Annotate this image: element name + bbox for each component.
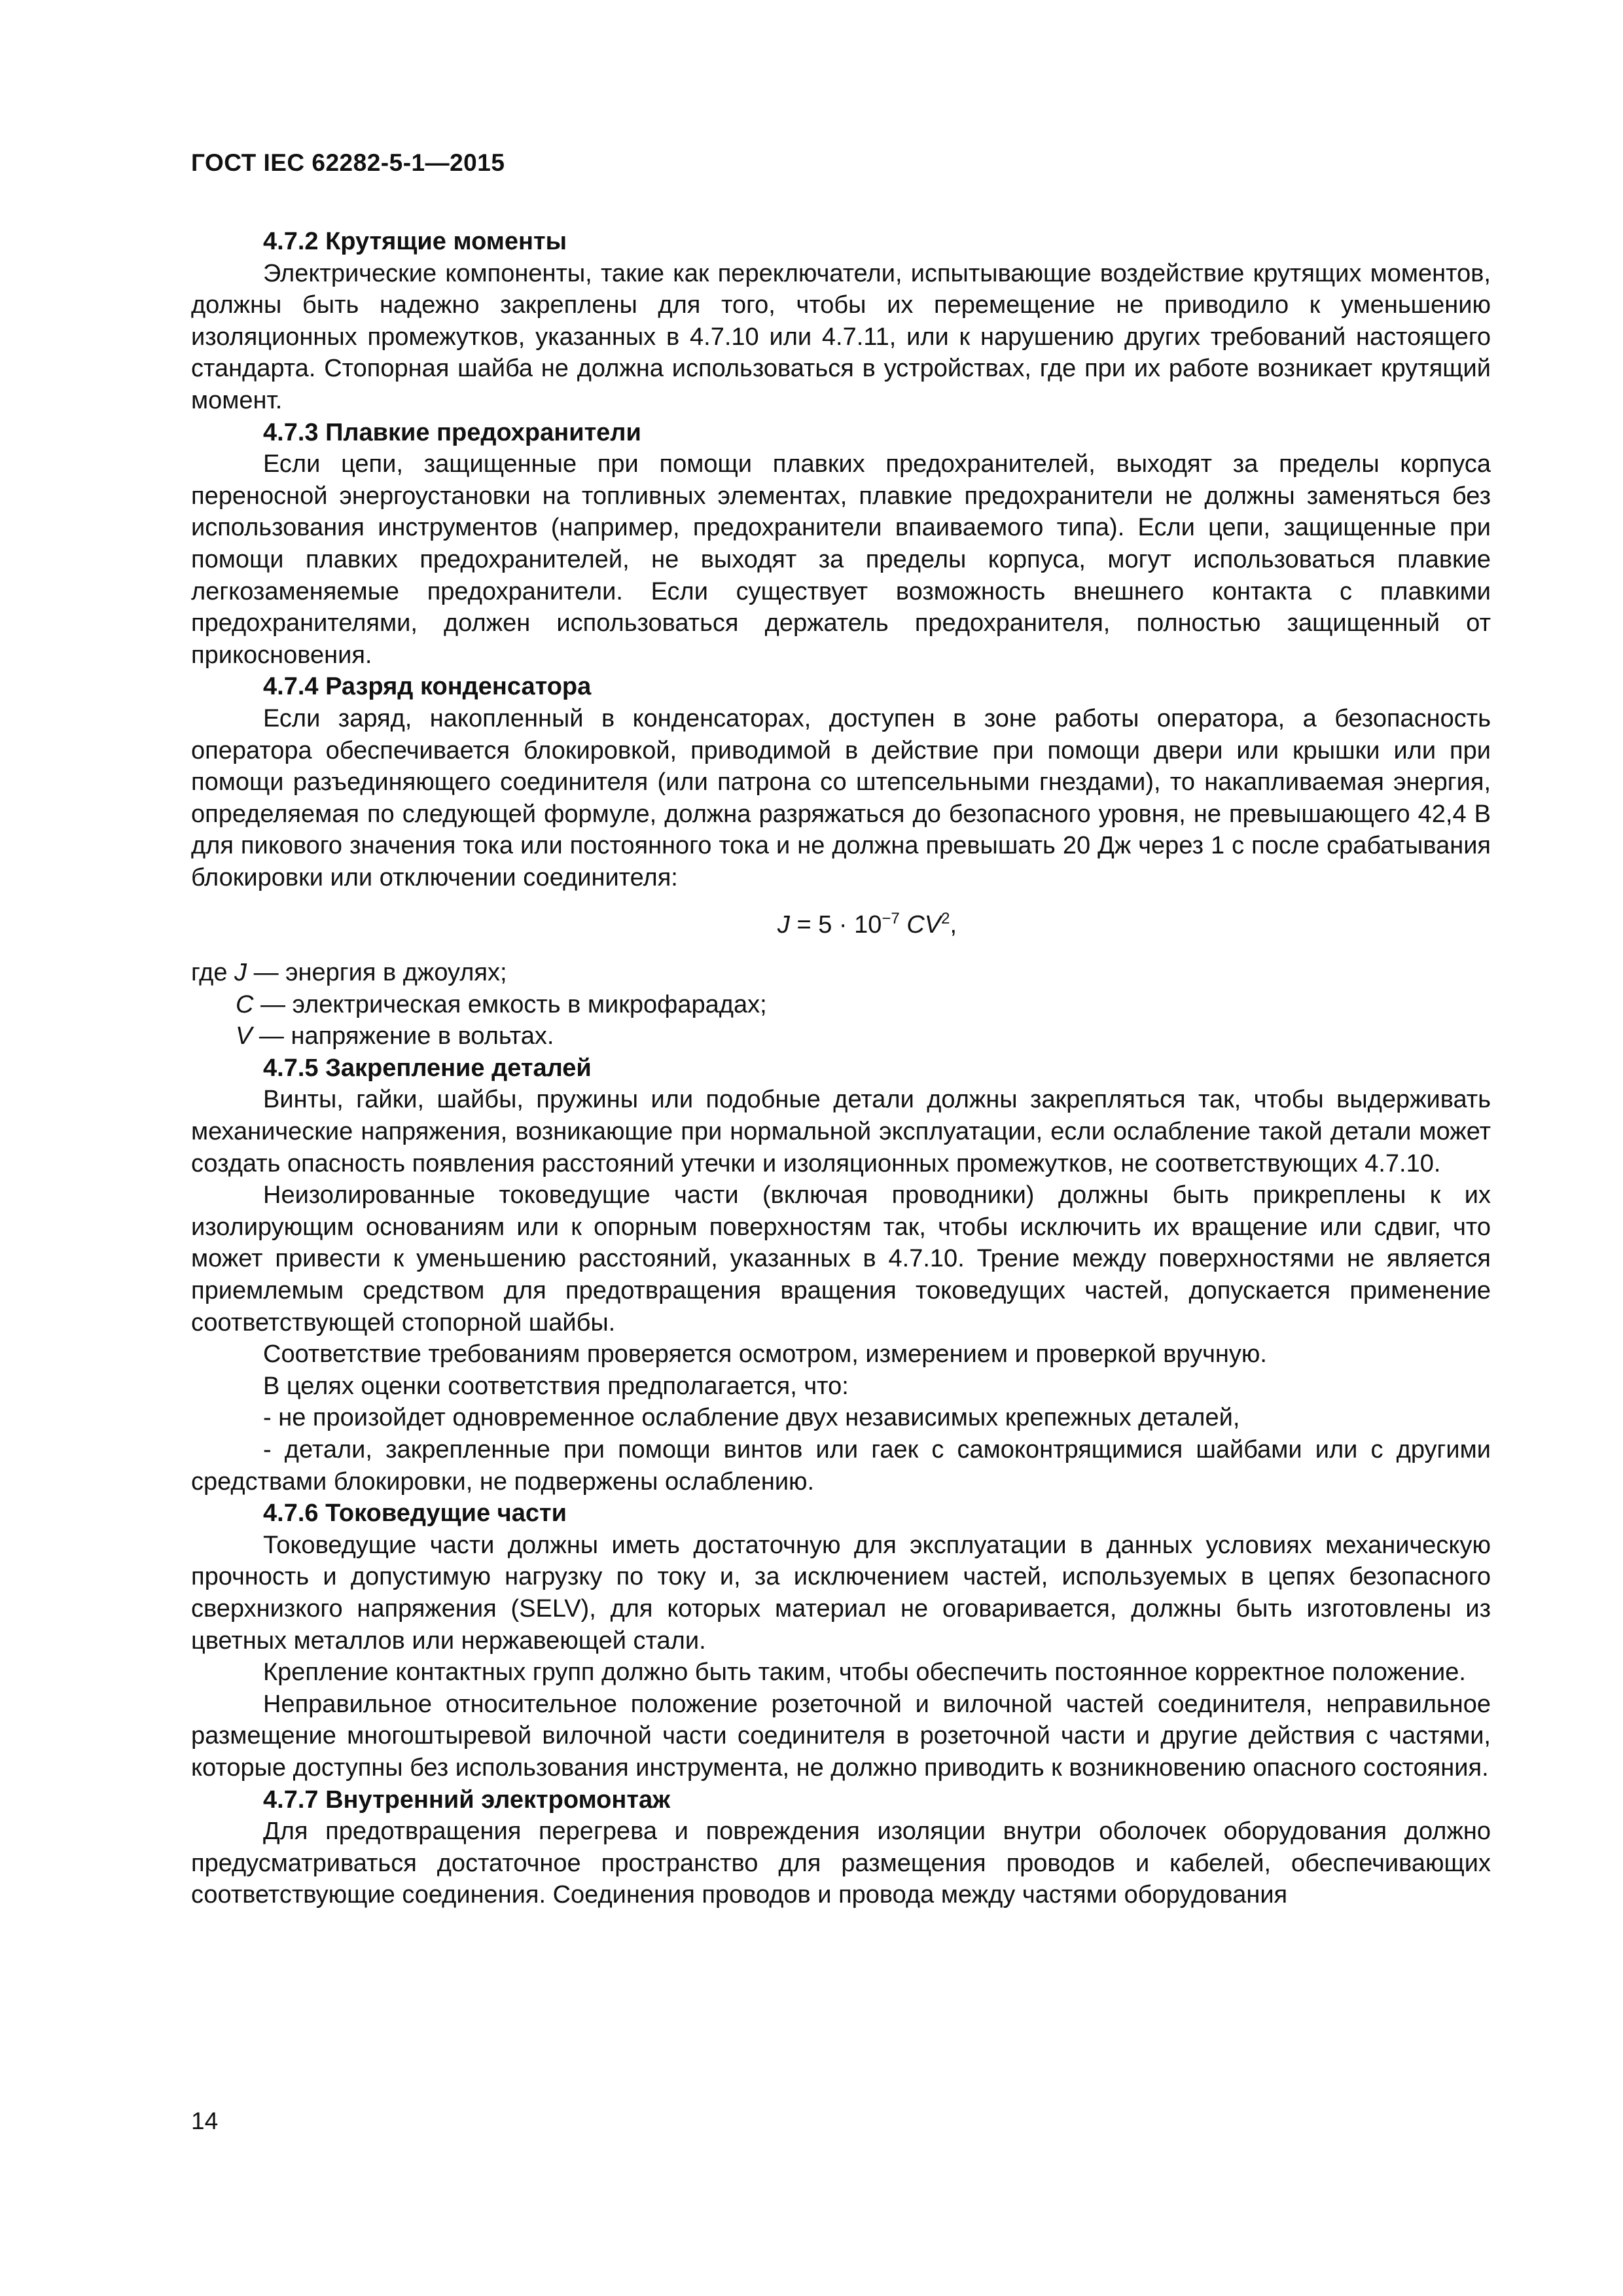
definition-text: — энергия в джоулях; — [247, 959, 507, 987]
definition-c — [191, 989, 1491, 1021]
paragraph: Если заряд, накопленный в конденсаторах, доступен в зоне работы оператора, а безопасность оператора обеспечивается блокировкой, приводимой в действие при помощи двери или крышки или при помощи разъединяющего соединителя (или патрона со штепсельными гнездами), то накапливаемая энергия, определяемая по следующей формуле, должна разряжаться до безопасного уровня, не превышающего 42,4 В для пикового значения тока или постоянного тока и не должна превышать 20 Дж через 1 с после срабатывания блокировки или отключении соединителя: — [191, 704, 1491, 891]
paragraph: Неправильное относительное положение розеточной и вилочной частей соединителя, неправильное размещение многоштыревой вилочной части соединителя в розеточной части и другие действия с частями, которые доступны без использования инструмента, не должно приводить к возникновению опасного состояния. — [191, 1690, 1491, 1782]
paragraph: Для предотвращения перегрева и повреждения изоляции внутри оболочек оборудования должно предусматриваться достаточное пространство для размещения проводов и кабелей, обеспечивающих соответствующие соединения. Соединения проводов и провода между частями оборудования — [191, 1818, 1491, 1909]
formula-comma: , — [950, 911, 957, 939]
definition-v — [191, 1020, 1491, 1052]
definition-symbol: C — [236, 990, 254, 1018]
formula-coefficient: = 5 · 10 — [789, 911, 882, 939]
definition-symbol: J — [234, 959, 247, 987]
formula-square: 2 — [941, 910, 950, 928]
paragraph: Крепление контактных групп должно быть таким, чтобы обеспечить постоянное корректное положение. — [263, 1659, 1466, 1687]
definition-text: — напряжение в вольтах. — [252, 1022, 554, 1050]
paragraph: Соответствие требованиям проверяется осмотром, измерением и проверкой вручную. — [263, 1340, 1267, 1369]
paragraph: Неизолированные токоведущие части (включая проводники) должны быть прикреплены к их изолирующим основаниям или к опорным поверхностям так, чтобы исключить их вращение или сдвиг, что может привести к уменьшению расстояний, указанных в 4.7.10. Трение между поверхностями не является приемлемым средством для предотвращения вращения токоведущих частей, допускается применение соответствующей стопорной шайбы. — [191, 1181, 1491, 1336]
definition-prefix: где — [191, 959, 235, 987]
paragraph: Токоведущие части должны иметь достаточную для эксплуатации в данных условиях механическую прочность и допустимую нагрузку по току и, за исключением частей, используемых в цепях безопасного сверхнизкого напряжения (SELV), для которых материал не оговаривается, должны быть изготовлены из цветных металлов или нержавеющей стали. — [191, 1531, 1491, 1655]
section-heading-4-7-4: 4.7.4 Разряд конденсатора — [263, 673, 592, 701]
formula-exponent: −7 — [882, 910, 900, 928]
energy-formula — [191, 909, 1491, 941]
formula-symbol-cv: CV — [899, 911, 942, 939]
paragraph: В целях оценки соответствия предполагается, что: — [263, 1372, 849, 1400]
definition-j — [191, 957, 1491, 989]
section-heading-4-7-7: 4.7.7 Внутренний электромонтаж — [263, 1785, 671, 1814]
section-heading-4-7-2: 4.7.2 Крутящие моменты — [263, 228, 567, 255]
section-heading-4-7-6: 4.7.6 Токоведущие части — [263, 1499, 567, 1528]
definition-text: — электрическая емкость в микрофарадах; — [253, 990, 767, 1018]
document-header: ГОСТ IEC 62282-5-1—2015 — [191, 149, 505, 176]
section-heading-4-7-3: 4.7.3 Плавкие предохранители — [263, 418, 641, 446]
list-item: - не произойдет одновременное ослабление двух независимых крепежных деталей, — [263, 1404, 1240, 1432]
paragraph: Если цепи, защищенные при помощи плавких предохранителей, выходят за пределы корпуса переносной энергоустановки на топливных элементах, плавкие предохранители не должны заменяться без использования инструментов (например, предохранители впаиваемого типа). Если цепи, защищенные при помощи плавких предохранителей, не выходят за пределы корпуса, могут использоваться плавкие легкозаменяемые предохранители. Если существует возможность внешнего контакта с плавкими предохранителями, должен использоваться держатель предохранителя, полностью защищенный от прикосновения. — [191, 450, 1491, 669]
list-item: - детали, закрепленные при помощи винтов или гаек с самоконтрящимися шайбами или с другими средствами блокировки, не подвержены ослаблению. — [191, 1435, 1491, 1496]
document-body — [191, 226, 1491, 1911]
definition-symbol: V — [236, 1022, 253, 1050]
section-heading-4-7-5: 4.7.5 Закрепление деталей — [263, 1054, 592, 1082]
paragraph: Винты, гайки, шайбы, пружины или подобные детали должны закрепляться так, чтобы выдерживать механические напряжения, возникающие при нормальной эксплуатации, если ослабление такой детали может создать опасность появления расстояний утечки и изоляционных промежутков, не соответствующих 4.7.10. — [191, 1086, 1491, 1177]
page-number: 14 — [191, 2108, 219, 2134]
paragraph: Электрические компоненты, такие как переключатели, испытывающие воздействие крутящих моментов, должны быть надежно закреплены для того, чтобы их перемещение не приводило к уменьшению изоляционных промежутков, указанных в 4.7.10 или 4.7.11, или к нарушению других требований настоящего стандарта. Стопорная шайба не должна использоваться в устройствах, где при их работе возникает крутящий момент. — [191, 259, 1491, 414]
formula-symbol-j: J — [777, 911, 790, 939]
formula-definitions — [191, 957, 1491, 1052]
